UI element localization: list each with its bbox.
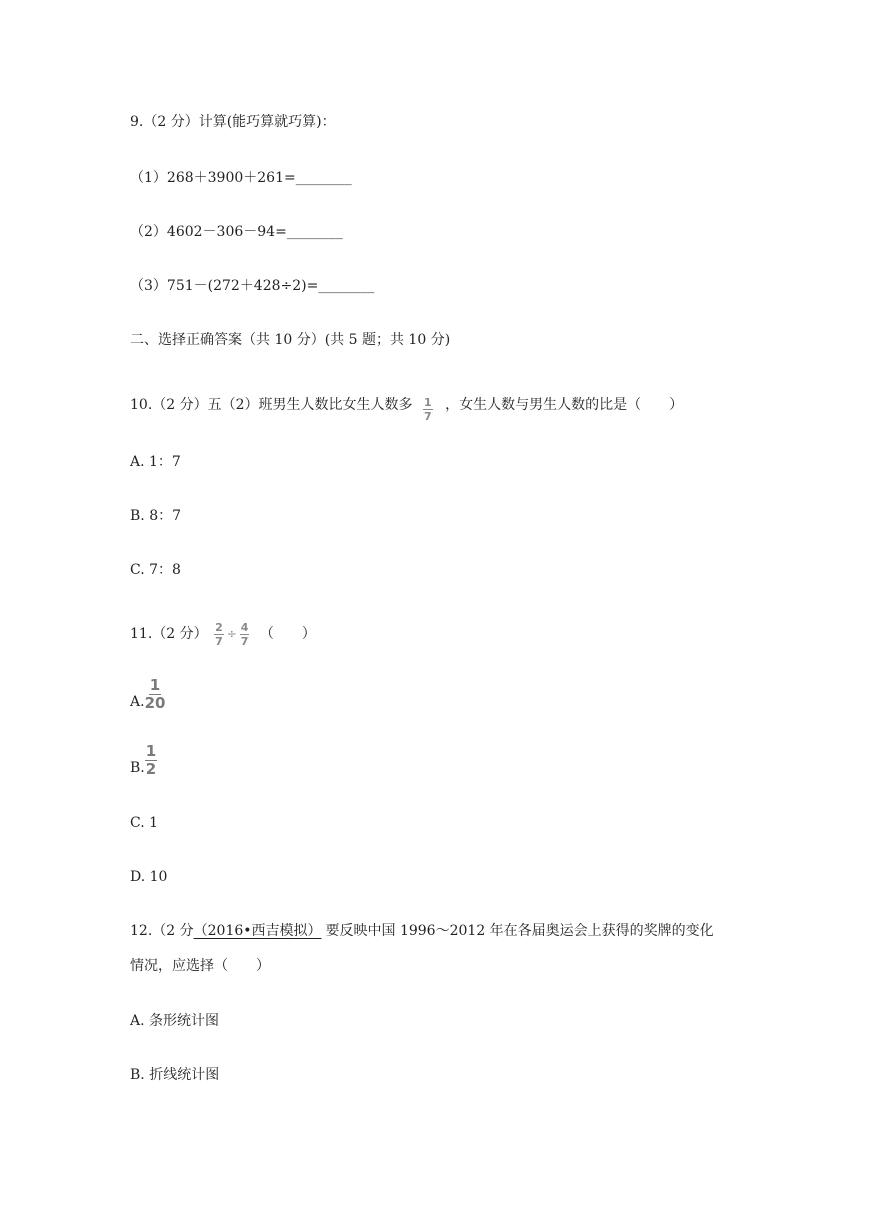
question-11-option-d[interactable]: D. 10 xyxy=(130,869,168,885)
question-9-item-3 xyxy=(130,276,374,296)
fraction-numerator: 1 xyxy=(145,741,157,760)
fraction-denominator: 7 xyxy=(240,634,249,648)
fraction-one-seventh xyxy=(423,397,433,422)
fraction-denominator: 7 xyxy=(423,410,432,423)
question-10-option-b[interactable]: B. 8：7 xyxy=(130,508,182,524)
fraction-denominator: 20 xyxy=(144,693,166,712)
option-label: B. xyxy=(130,760,145,776)
question-9-item-2 xyxy=(130,222,343,242)
question-9-item-1 xyxy=(130,168,352,188)
question-12-text: 要反映中国 1996～2012 年在各届奥运会上获得的奖牌的变化 xyxy=(325,923,714,939)
question-11-option-b[interactable] xyxy=(130,743,157,785)
item-text: （3）751－(272＋428÷2)= xyxy=(130,278,319,294)
question-11-suffix: （ ） xyxy=(259,626,316,642)
question-10-option-a[interactable]: A. 1：7 xyxy=(130,454,181,470)
answer-blank[interactable]: ________ xyxy=(318,278,375,294)
fraction-one-twentieth xyxy=(144,675,166,712)
question-10-prefix: 10.（2 分）五（2）班男生人数比女生人数多 xyxy=(130,397,413,413)
question-12-line-1 xyxy=(130,921,714,941)
question-12-option-a[interactable]: A. 条形统计图 xyxy=(130,1013,220,1029)
question-11-prefix: 11.（2 分） xyxy=(130,626,208,642)
question-10-suffix: ，女生人数与男生人数的比是（ ） xyxy=(445,397,684,413)
answer-blank[interactable]: ________ xyxy=(295,170,352,186)
fraction-one-half xyxy=(145,741,157,778)
answer-blank[interactable]: ________ xyxy=(286,224,343,240)
section-2-heading: 二、选择正确答案（共 10 分）(共 5 题；共 10 分) xyxy=(130,332,451,348)
fraction-numerator: 4 xyxy=(240,620,249,634)
fraction-numerator: 1 xyxy=(423,396,432,409)
question-12-prefix: 12.（2 分 xyxy=(130,923,194,939)
fraction-denominator: 2 xyxy=(145,759,157,778)
question-11-option-a[interactable] xyxy=(130,677,165,719)
question-12-line-2: 情况，应选择（ ） xyxy=(130,958,270,974)
item-text: （1）268＋3900＋261= xyxy=(130,170,296,186)
question-10 xyxy=(130,391,683,422)
question-11 xyxy=(130,620,316,648)
question-9-title: 9.（2 分）计算(能巧算就巧算)： xyxy=(130,114,336,130)
question-12-source-link[interactable]: （2016•西吉模拟） xyxy=(193,923,322,939)
fraction-numerator: 1 xyxy=(149,675,161,694)
fraction-numerator: 2 xyxy=(215,620,223,634)
fraction-two-sevenths xyxy=(214,622,224,647)
division-operator: ÷ xyxy=(226,627,237,641)
question-10-option-c[interactable]: C. 7：8 xyxy=(130,562,181,578)
question-12-option-b[interactable]: B. 折线统计图 xyxy=(130,1067,220,1083)
item-text: （2）4602－306－94= xyxy=(130,224,287,240)
question-11-option-c[interactable]: C. 1 xyxy=(130,815,159,831)
fraction-four-sevenths xyxy=(240,622,250,647)
fraction-denominator: 7 xyxy=(215,634,223,648)
option-label: A. xyxy=(130,694,145,710)
